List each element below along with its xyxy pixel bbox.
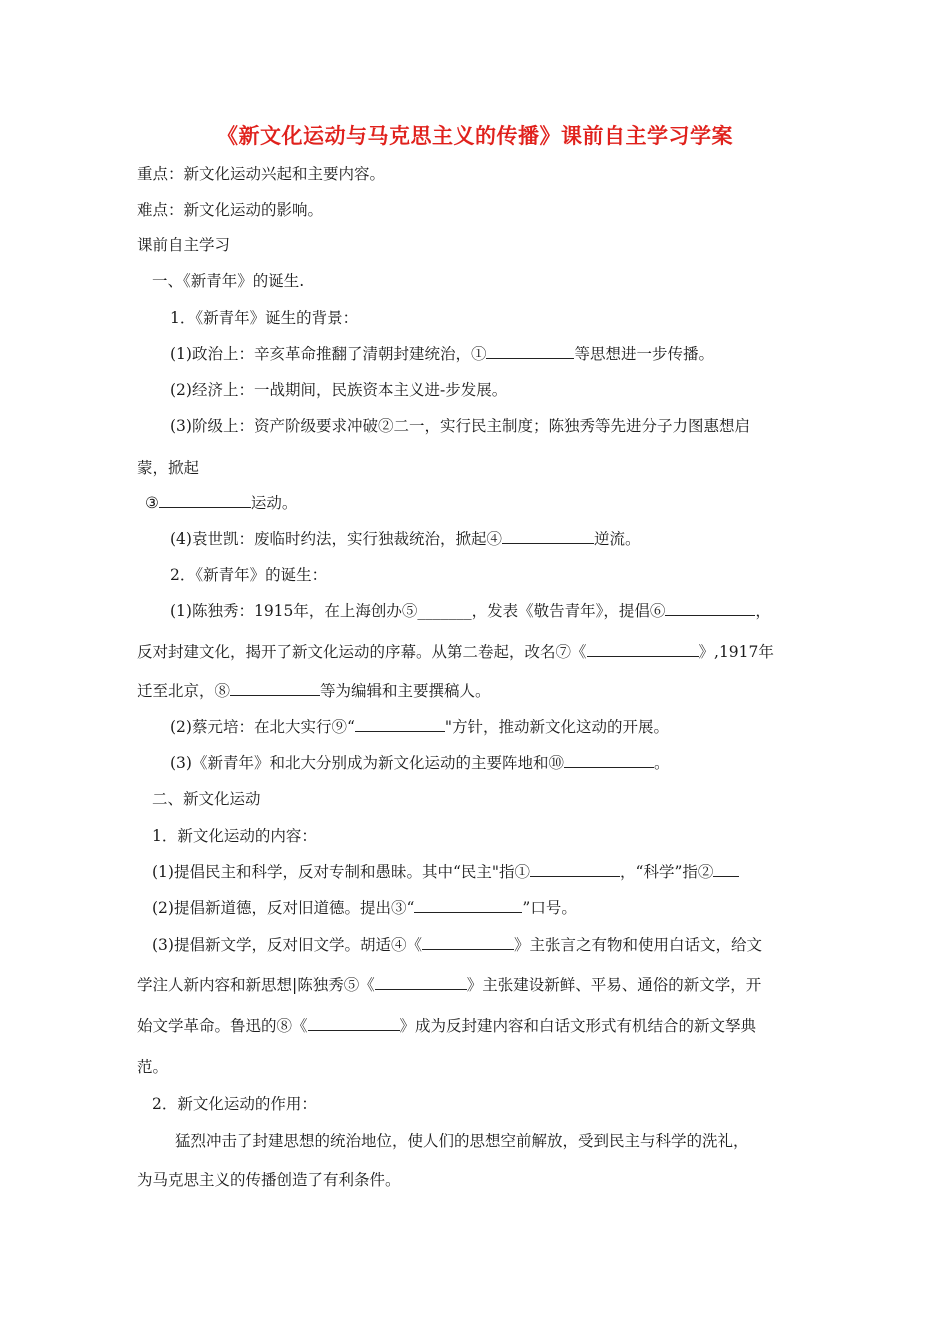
item-literature-cont-text: 学注人新内容和新思想|陈独秀⑤《 [137,976,375,994]
effect-text: 猛烈冲击了封建思想的统治地位，使人们的思想空前解放，受到民主与科学的洗礼， [175,1132,749,1150]
item-base [170,753,669,773]
item-democracy [152,862,739,882]
blank-d3[interactable] [414,898,522,913]
blank-d4[interactable] [422,935,514,950]
item-yuan [170,529,640,549]
item-economy: (2)经济上：一战期间，民族资本主义进-步发展。 [170,381,508,399]
item-yuan-tail: 逆流。 [593,530,641,548]
item-chen-text: (1)陈独秀：1915年，在上海创办⑤_______，发表《敬告青年》，提倡⑥ [170,602,666,620]
item-politics-tail: 等思想进一步传播。 [574,345,714,363]
item-base-text: (3)《新青年》和北大分别成为新文化运动的主要阵地和⑩ [170,754,564,772]
item-politics-text: (1)政治上：辛亥革命推翻了清朝封建统治，① [170,345,487,363]
item-morality-text: (2)提倡新道德，反对旧道德。提出③“ [152,899,415,917]
item-yuan-text: (4)袁世凯：废临时约法，实行独裁统治，掀起④ [170,530,502,548]
item-chen-cont-tail: 》,1917年 [698,643,774,661]
item-movement [145,493,297,513]
item-chen-cont-text: 反对封建文化，揭开了新文化运动的序幕。从第二卷起，改名⑦《 [137,643,587,661]
item-politics [170,344,714,364]
blank-10[interactable] [564,753,654,768]
item-base-tail: 。 [653,754,670,772]
item-literature-tail: 》主张言之有物和使用白话文，给文 [513,936,762,954]
key-point: 重点：新文化运动兴起和主要内容。 [137,165,386,183]
item-cai-tail: "方针，推动新文化这动的开展。 [444,718,670,736]
item-luxun-cont: 范。 [137,1058,169,1076]
page-title: 《新文化运动与马克思主义的传播》课前自主学习学案 [217,124,733,148]
item-literature-cont [137,975,761,995]
item-chen [170,601,771,621]
subheading-effect: 2．新文化运动的作用： [152,1095,317,1113]
blank-9[interactable] [355,717,445,732]
subheading-content: 1．新文化运动的内容： [152,827,317,845]
item-luxun-tail: 》成为反封建内容和白话文形式有机结合的新文孥典 [399,1017,757,1035]
item-beijing-text: 迁至北京，⑧ [137,682,231,700]
section-label: 课前自主学习 [137,236,231,254]
item-movement-num: ③ [145,494,159,512]
blank-1[interactable] [486,344,574,359]
item-cai-text: (2)蔡元培：在北大实行⑨“ [170,718,355,736]
item-beijing-tail: 等为编辑和主要撰稿人。 [320,682,491,700]
item-beijing [137,681,491,701]
blank-6[interactable] [665,601,755,616]
difficult-point: 难点：新文化运动的影响。 [137,201,324,219]
item-luxun-text: 始文学革命。鲁迅的⑧《 [137,1017,308,1035]
blank-d8[interactable] [308,1016,400,1031]
item-literature-text: (3)提倡新文学，反对旧文学。胡适④《 [152,936,422,954]
item-democracy-text: (1)提倡民主和科学，反对专制和愚昧。其中“民主"指① [152,863,531,881]
heading-two: 二、新文化运动 [152,790,261,808]
item-morality-tail: ”口号。 [522,899,577,917]
blank-d2[interactable] [713,862,739,877]
blank-7[interactable] [587,642,699,657]
heading-one: 一、《新青年》的诞生. [152,272,305,290]
subheading-background: 1．《新青年》诞生的背景： [170,309,359,327]
subheading-birth: 2．《新青年》的诞生： [170,566,328,584]
item-luxun [137,1016,756,1036]
blank-8[interactable] [230,681,320,696]
blank-4[interactable] [502,529,594,544]
effect-text-cont: 为马克思主义的传播创造了有利条件。 [137,1171,401,1189]
item-cai [170,717,669,737]
blank-d1[interactable] [530,862,620,877]
item-chen-cont [137,642,774,662]
blank-3[interactable] [159,493,251,508]
item-morality [152,898,577,918]
item-class: (3)阶级上：资产阶级要求冲破②二一，实行民主制度；陈独秀等先进分子力图惠想启 [170,417,750,435]
item-democracy-mid: ，“科学”指② [620,863,714,881]
item-literature [152,935,762,955]
item-literature-cont-tail: 》主张建设新鲜、平易、通俗的新文学，开 [466,976,762,994]
item-movement-tail: 运动。 [250,494,298,512]
item-chen-tail: ， [755,602,771,620]
blank-d5[interactable] [375,975,467,990]
item-class-cont: 蒙，掀起 [137,459,200,477]
